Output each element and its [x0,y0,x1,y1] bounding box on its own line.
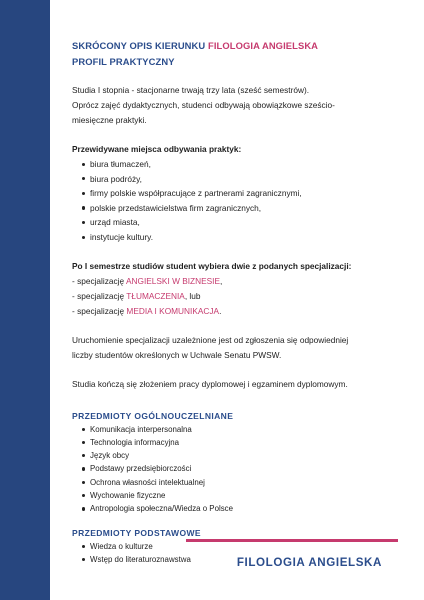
specialization-suffix: . [219,305,222,316]
basic-subjects-title: PRZEDMIOTY PODSTAWOWE [72,527,201,538]
sidebar-band [0,0,50,600]
launch-line-2: liczby studentów określonych w Uchwale Senatu PWSW. [72,349,282,360]
places-heading: Przewidywane miejsca odbywania praktyk: [72,144,242,154]
list-item: biura podróży, [82,172,412,187]
specialization-name: ANGIELSKI W BIZNESIE [125,275,221,286]
specialization-line [72,289,412,304]
specializations-heading: Po I semestrze studiów student wybiera dwie z podanych specjalizacji: [72,260,352,271]
specialization-suffix: , lub [184,290,201,301]
document-body [72,38,412,566]
list-item: Wiedza o kulturze [82,540,412,553]
title-accent: FILOLOGIA ANGIELSKA [208,40,319,51]
list-item: biura tłumaczeń, [82,157,412,172]
document-subtitle: PROFIL PRAKTYCZNY [72,56,175,67]
list-item: Wstęp do literaturoznawstwa [82,553,412,566]
list-item: polskie przedstawicielstwa firm zagranicznych, [82,201,412,216]
list-item: firmy polskie współpracujące z partnerami zagranicznymi, [82,186,412,201]
specialization-prefix: - specjalizację [72,290,127,301]
list-item: Podstawy przedsiębiorczości [82,462,412,475]
list-item: urząd miasta, [82,215,412,230]
list-item: Komunikacja interpersonalna [82,423,412,436]
list-item: Ochrona własności intelektualnej [82,476,412,489]
list-item: Język obcy [82,449,412,462]
title-prefix: SKRÓCONY OPIS KIERUNKU [72,40,208,51]
graduation-text: Studia kończą się złożeniem pracy dyplomowej i egzaminem dyplomowym. [72,378,348,389]
footer-title: FILOLOGIA ANGIELSKA [236,556,382,569]
specialization-line [72,274,412,289]
general-subjects-title: PRZEDMIOTY OGÓLNOUCZELNIANE [72,410,234,421]
list-item: Technologia informacyjna [82,436,412,449]
list-item: Wychowanie fizyczne [82,489,412,502]
specialization-name: TŁUMACZENIA [126,290,185,301]
list-item: instytucje kultury. [82,230,412,245]
document-title [72,38,412,54]
general-subjects-list [72,423,412,516]
launch-line-1: Uruchomienie specjalizacji uzależnione jest od zgłoszenia się odpowiedniej [72,334,349,345]
intro-line-2: Oprócz zajęć dydaktycznych, studenci odbywają obowiązkowe sześcio- [72,100,335,110]
list-item: Antropologia społeczna/Wiedza o Polsce [82,502,412,515]
intro-line-3: miesięczne praktyki. [72,115,147,125]
places-list [72,157,412,245]
footer-divider [186,539,398,542]
specialization-prefix: - specjalizację [72,275,126,286]
specialization-name: MEDIA I KOMUNIKACJA [126,305,220,316]
specialization-prefix: - specjalizację [72,305,127,316]
specialization-suffix: , [220,275,223,286]
specialization-line [72,304,412,319]
intro-line-1: Studia I stopnia - stacjonarne trwają trzy lata (sześć semestrów). [72,85,310,95]
